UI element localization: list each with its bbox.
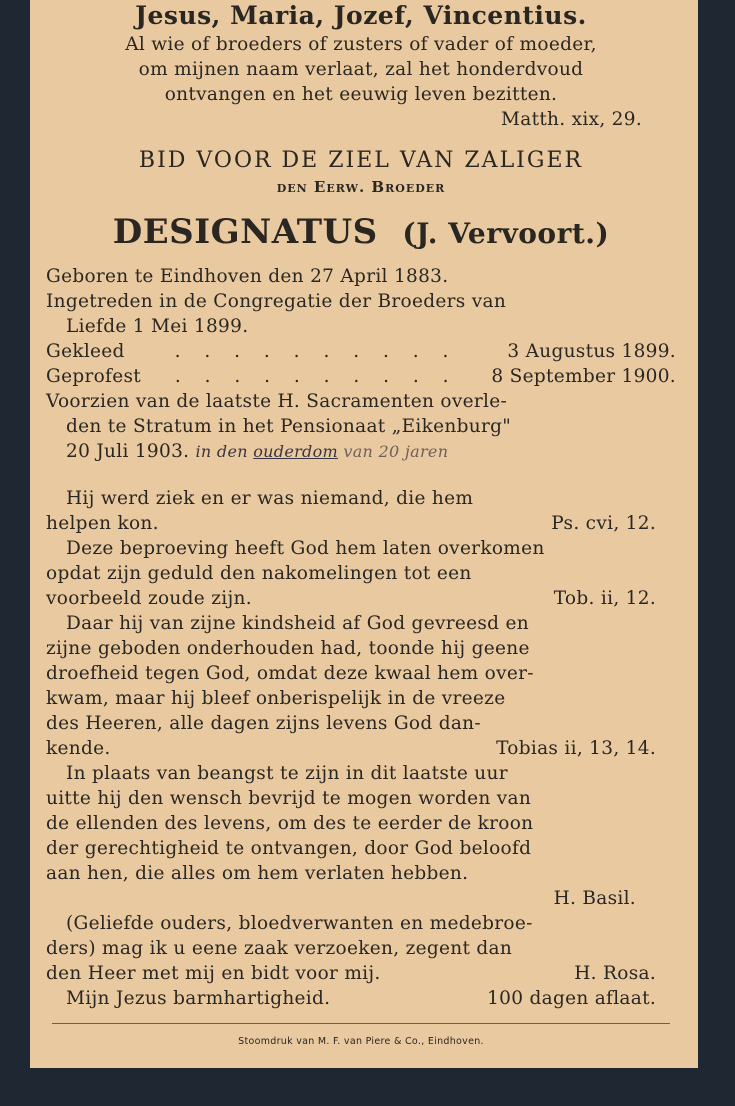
text-line: droefheid tegen God, omdat deze kwaal hem over- — [46, 663, 534, 684]
text-line: aan hen, die alles om hem verlaten hebben. — [46, 863, 469, 884]
verse-reference: Matth. xix, 29. — [501, 109, 642, 130]
memorial-card — [30, 0, 698, 1068]
text-line: ders) mag ik u eene zaak verzoeken, zegent dan — [46, 938, 513, 959]
verse-line: om mijnen naam verlaat, zal het honderdvoud — [138, 59, 584, 80]
verse-line: ontvangen en het eeuwig leven bezitten. — [164, 84, 558, 105]
prayer-request: BID VOOR DE ZIEL VAN ZALIGER — [138, 148, 584, 173]
text-line: Deze beproeving heeft God hem laten overkomen — [66, 538, 545, 559]
leader-dots: . . . . . . . . . . — [174, 341, 458, 362]
printer-credit: Stoomdruk van M. F. van Piere & Co., Eindhoven. — [238, 1036, 484, 1047]
card-heading: Jesus, Maria, Jozef, Vincentius. — [135, 1, 587, 30]
professed-line — [46, 364, 676, 389]
text-line: Daar hij van zijne kindsheid af God gevreesd en — [66, 613, 529, 634]
deceased-name-line — [46, 208, 676, 258]
entry-line: Liefde 1 Mei 1899. — [66, 316, 249, 337]
text-reference: H. Basil. — [553, 888, 636, 909]
text-reference: Ps. cvi, 12. — [551, 513, 656, 534]
text-line: den Heer met mij en bidt voor mij. H. Rosa. — [46, 961, 676, 986]
professed-label: Geprofest — [46, 366, 141, 387]
text-line: der gerechtigheid te ontvangen, door God beloofd — [46, 838, 532, 859]
handwritten-note: in den ouderdom van 20 jaren — [195, 442, 449, 461]
death-date: 20 Juli 1903. — [66, 441, 190, 462]
clothed-line — [46, 339, 676, 364]
text-line: opdat zijn geduld den nakomelingen tot een — [46, 563, 472, 584]
religious-name: DESIGNATUS — [112, 212, 378, 252]
text-reference: Tob. ii, 12. — [553, 588, 656, 609]
footer-divider — [52, 1023, 670, 1024]
opening-verse — [46, 32, 676, 132]
civil-name: (J. Vervoort.) — [402, 217, 610, 250]
clothed-label: Gekleed — [46, 341, 125, 362]
birth-line: Geboren te Eindhoven den 27 April 1883. — [46, 266, 449, 287]
text-reference: Tobias ii, 13, 14. — [496, 738, 656, 759]
text-line: zijne geboden onderhouden had, toonde hij geene — [46, 638, 530, 659]
death-date-line — [46, 439, 676, 464]
leader-dots: . . . . . . . . . . — [174, 366, 458, 387]
professed-date: 8 September 1900. — [491, 366, 676, 387]
biography — [46, 264, 676, 464]
clothed-date: 3 Augustus 1899. — [507, 341, 676, 362]
text-reference: H. Rosa. — [574, 963, 656, 984]
text-line: In plaats van beangst te zijn in dit laatste uur — [66, 763, 508, 784]
death-line: Voorzien van de laatste H. Sacramenten overle- — [46, 391, 508, 412]
text-line: des Heeren, alle dagen zijns levens God dan- — [46, 713, 481, 734]
text-line: helpen kon. Ps. cvi, 12. — [46, 511, 676, 536]
text-line: de ellenden des levens, om des te eerder de kroon — [46, 813, 534, 834]
scripture-texts — [46, 486, 676, 1011]
text-line: (Geliefde ouders, bloedverwanten en medebroe- — [66, 913, 533, 934]
text-line: kwam, maar hij bleef onberispelijk in de vreeze — [46, 688, 506, 709]
text-line: uitte hij den wensch bevrijd te mogen worden van — [46, 788, 532, 809]
death-line: den te Stratum in het Pensionaat „Eikenburg" — [66, 416, 512, 437]
religious-title: den Eerw. Broeder — [276, 178, 446, 196]
text-line: Hij werd ziek en er was niemand, die hem — [66, 488, 474, 509]
indulgence-line: Mijn Jezus barmhartigheid. 100 dagen aflaat. — [66, 988, 656, 1009]
text-line: kende. Tobias ii, 13, 14. — [46, 736, 676, 761]
text-line: voorbeeld zoude zijn. Tob. ii, 12. — [46, 586, 676, 611]
entry-line: Ingetreden in de Congregatie der Broeders van — [46, 291, 507, 312]
verse-line: Al wie of broeders of zusters of vader of moeder, — [125, 34, 597, 55]
